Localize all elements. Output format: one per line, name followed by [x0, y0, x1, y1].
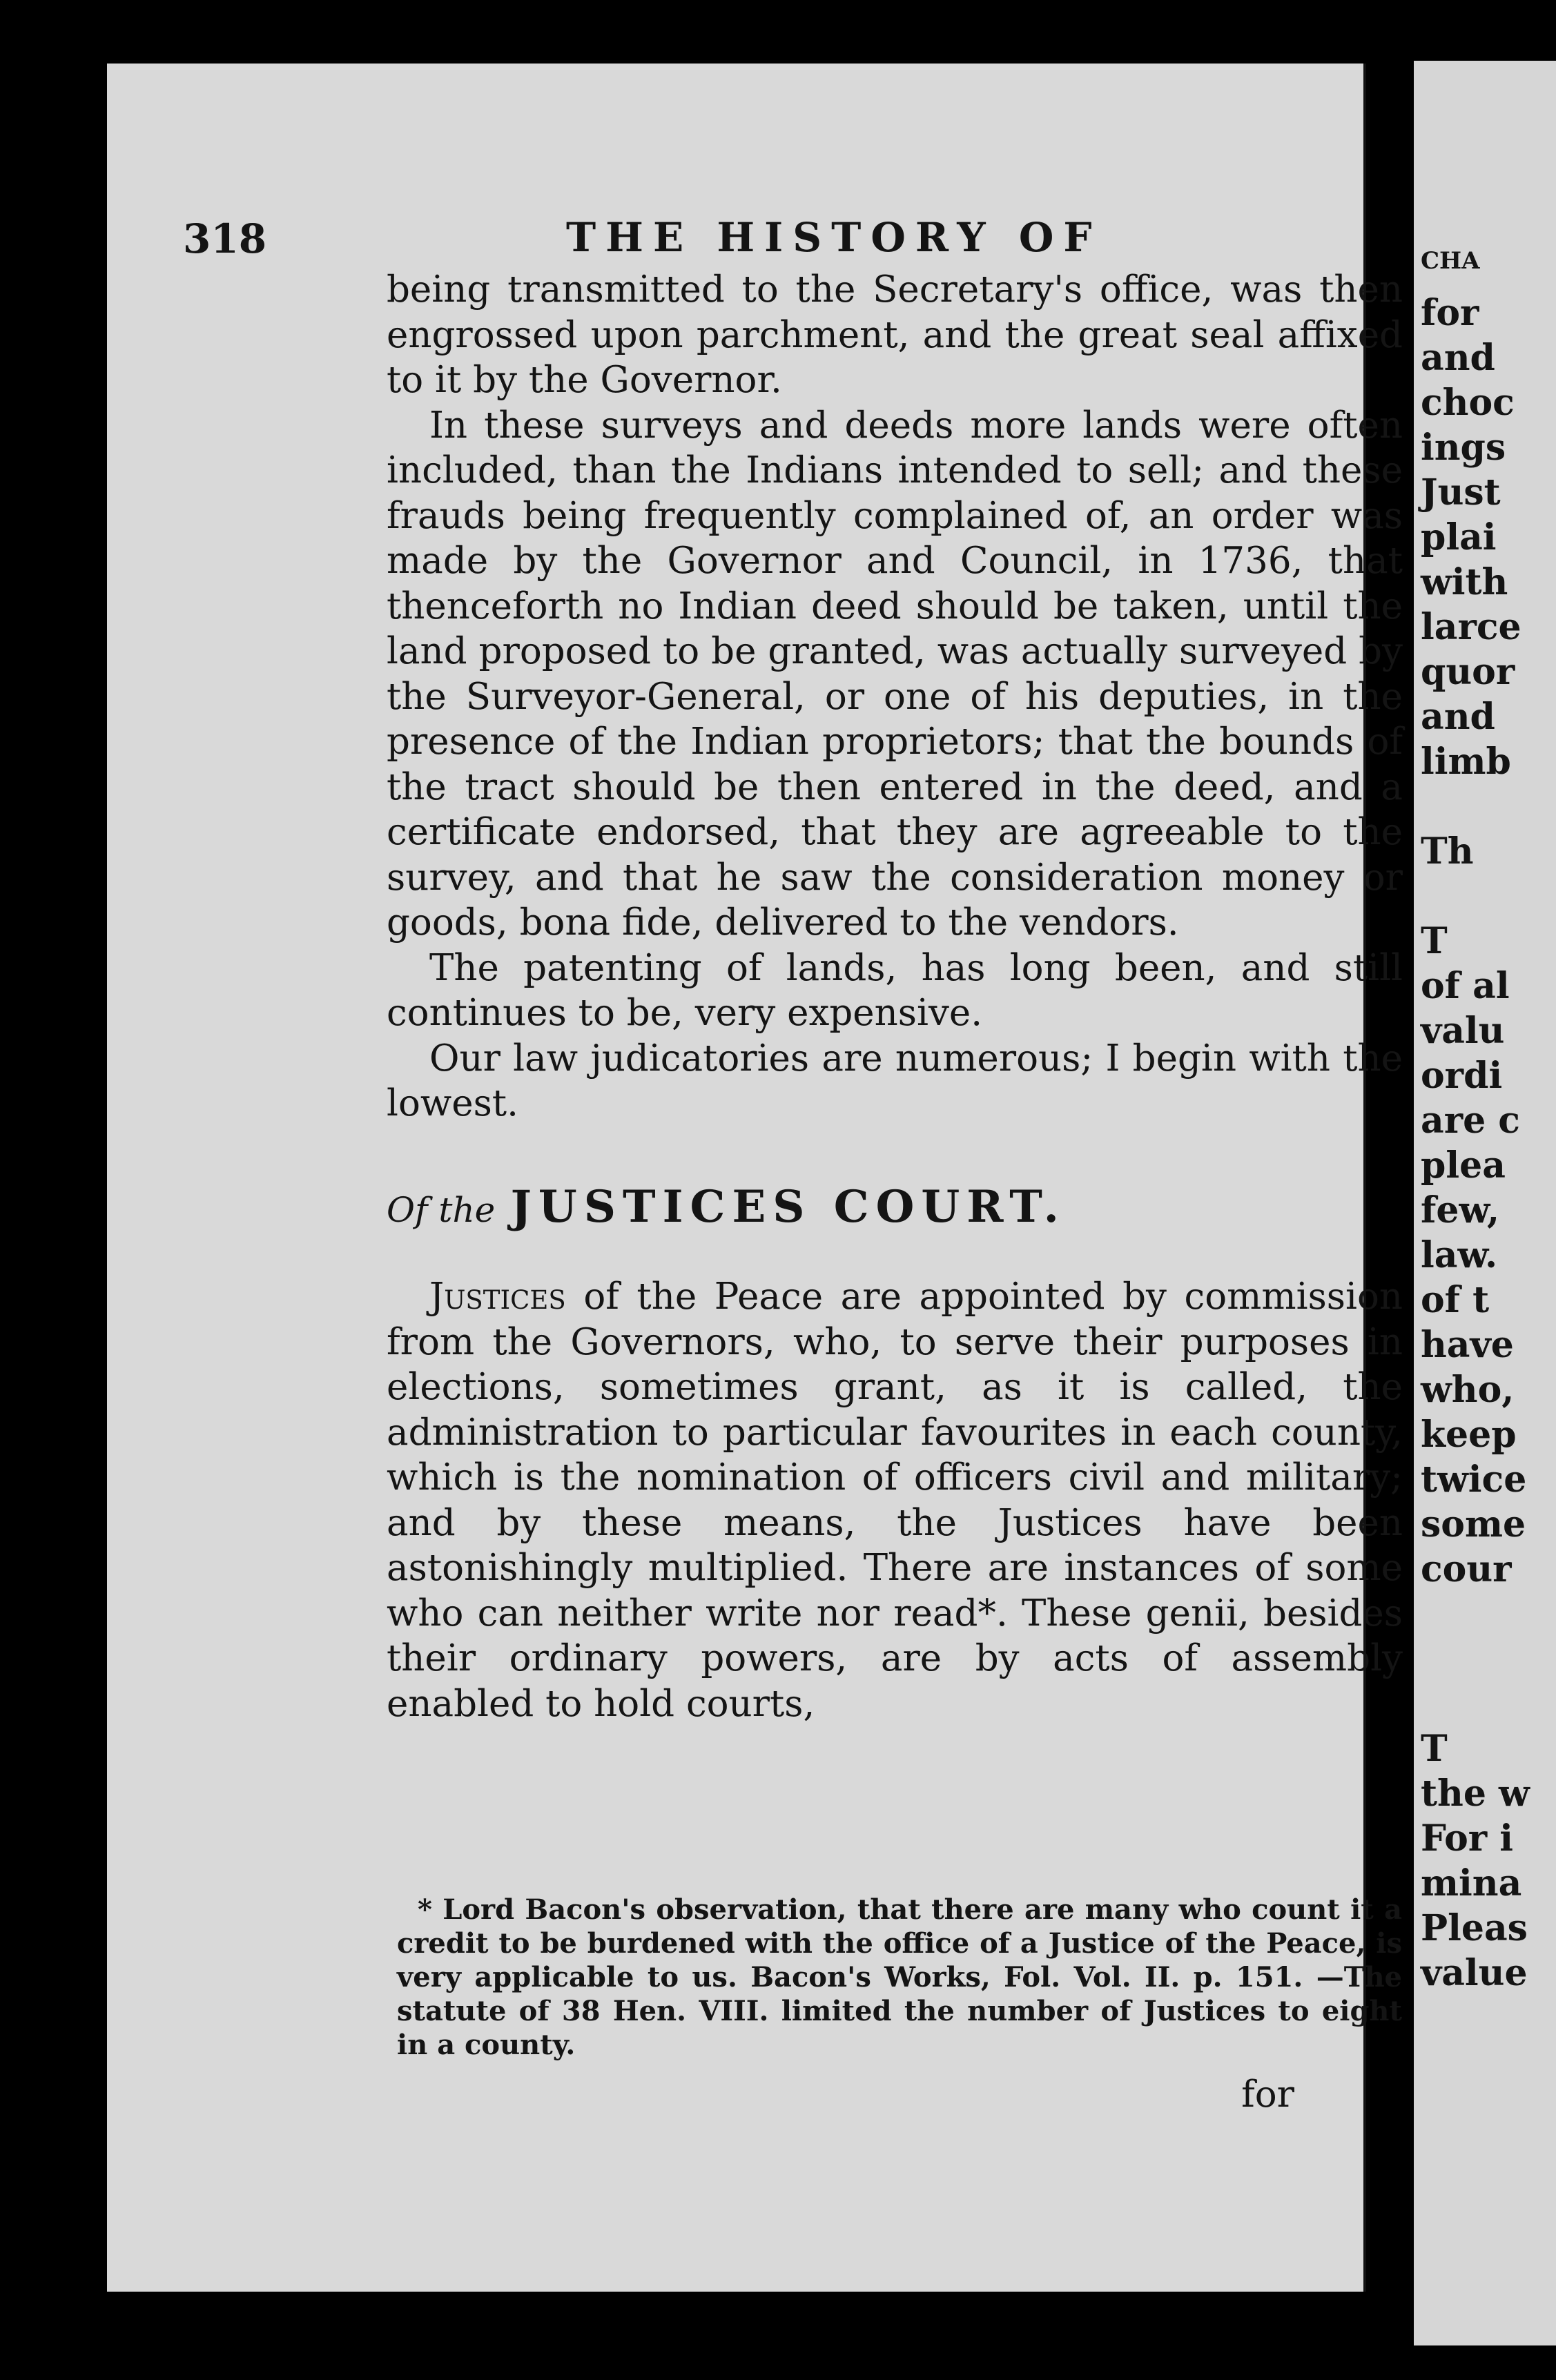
right-page-line: with: [1421, 561, 1508, 603]
page-body: [387, 267, 1403, 1726]
right-page-line: keep: [1421, 1414, 1517, 1456]
right-page-line: [1421, 1681, 1556, 1726]
right-page-line: of t: [1421, 1279, 1490, 1321]
right-page-text: [1421, 61, 1556, 1996]
right-page-line: quor: [1421, 651, 1515, 693]
justices-text: of the Peace are appointed by commission from the Governors, who, to serve their purposes in elections, sometimes grant, as it is called, the administration to particular favourites in each county, which is the nomination of officers civil and military; and by these means, the Justices have been astonishingly multiplied. There are instances of some who can neither write nor read*. These genii, besides their ordinary powers, are by acts of assembly enabled to hold courts,: [387, 1276, 1403, 1725]
right-page-line: [1421, 874, 1556, 919]
right-page-line: T: [1421, 1728, 1448, 1770]
right-page-line: value: [1421, 1952, 1528, 1994]
right-page-line: are c: [1421, 1100, 1520, 1142]
right-page-line: [1421, 1592, 1556, 1637]
heading-prefix: Of the: [387, 1189, 496, 1230]
right-page-line: Th: [1421, 830, 1474, 872]
paragraph-3: The patenting of lands, has long been, and still continues to be, very expensive.: [387, 946, 1403, 1034]
right-page-line: and: [1421, 696, 1495, 738]
right-page-line: have: [1421, 1324, 1514, 1366]
right-page-line: mina: [1421, 1862, 1522, 1904]
right-page-line: plai: [1421, 516, 1497, 558]
right-page-line: larce: [1421, 606, 1521, 648]
right-page-line: [1421, 784, 1556, 829]
footnote-text: * Lord Bacon's observation, that there are many who count it a credit to be burdened with the office of a Justice of the Peace, is very applicable to us. Bacon's Works, Fol. Vol. II. p. 151. —The statute of 38 Hen. VIII. limited the number of Justices to eight in a county.: [397, 1893, 1402, 2061]
right-page-line: some: [1421, 1503, 1526, 1545]
right-page-line: valu: [1421, 1010, 1505, 1052]
right-page-line: choc: [1421, 382, 1515, 424]
section-heading: [387, 1180, 1403, 1233]
right-page-line: who,: [1421, 1369, 1515, 1411]
heading-title: JUSTICES COURT.: [510, 1180, 1066, 1233]
right-page-line: the w: [1421, 1773, 1530, 1815]
justices-lead-word: Justices: [429, 1276, 566, 1318]
page-number: 318: [183, 215, 267, 262]
right-page-line: law.: [1421, 1234, 1498, 1276]
paragraph-justices: [387, 1274, 1403, 1726]
right-page-line: For i: [1421, 1817, 1514, 1860]
right-page-line: ordi: [1421, 1055, 1503, 1097]
right-page-line: plea: [1421, 1144, 1506, 1187]
right-page-line: limb: [1421, 741, 1511, 783]
right-page-line: Just: [1421, 471, 1501, 514]
right-page-line: [1421, 1637, 1556, 1681]
right-page-line: of al: [1421, 965, 1510, 1007]
right-page-line: ings: [1421, 427, 1506, 469]
right-page-line: Pleas: [1421, 1907, 1528, 1949]
right-page-line: cour: [1421, 1548, 1512, 1590]
left-page: [107, 64, 1403, 2292]
right-page-edge: [1414, 61, 1556, 2345]
catchword: for: [1241, 2074, 1294, 2116]
right-page-line: for: [1421, 292, 1479, 334]
paragraph-1: being transmitted to the Secretary's office, was then engrossed upon parchment, and the great seal affixed to it by the Governor.: [387, 269, 1403, 401]
right-page-line: T: [1421, 920, 1448, 962]
paragraph-4: Our law judicatories are numerous; I begin with the lowest.: [387, 1037, 1403, 1124]
right-page-line: twice: [1421, 1459, 1527, 1501]
paragraph-2: In these surveys and deeds more lands were often included, than the Indians intended to sell; and these frauds being frequently complained of, an order was made by the Governor and Council, in 1736, that thenceforth no Indian deed should be taken, until the land proposed to be granted, was actually surveyed by the Surveyor-General, or one of his deputies, in the presence of the Indian proprietors; that the bounds of the tract should be then entered in the deed, and a certificate endorsed, that they are agreeable to the survey, and that he saw the consideration money or goods, bona fide, delivered to the vendors.: [387, 404, 1403, 944]
footnote: [397, 1893, 1402, 2062]
right-page-line: few,: [1421, 1189, 1500, 1231]
right-page-line: and: [1421, 337, 1495, 379]
running-head: THE HISTORY OF: [566, 214, 1102, 261]
right-page-lines: [1421, 291, 1556, 1996]
right-page-head: CHA: [1421, 247, 1480, 275]
